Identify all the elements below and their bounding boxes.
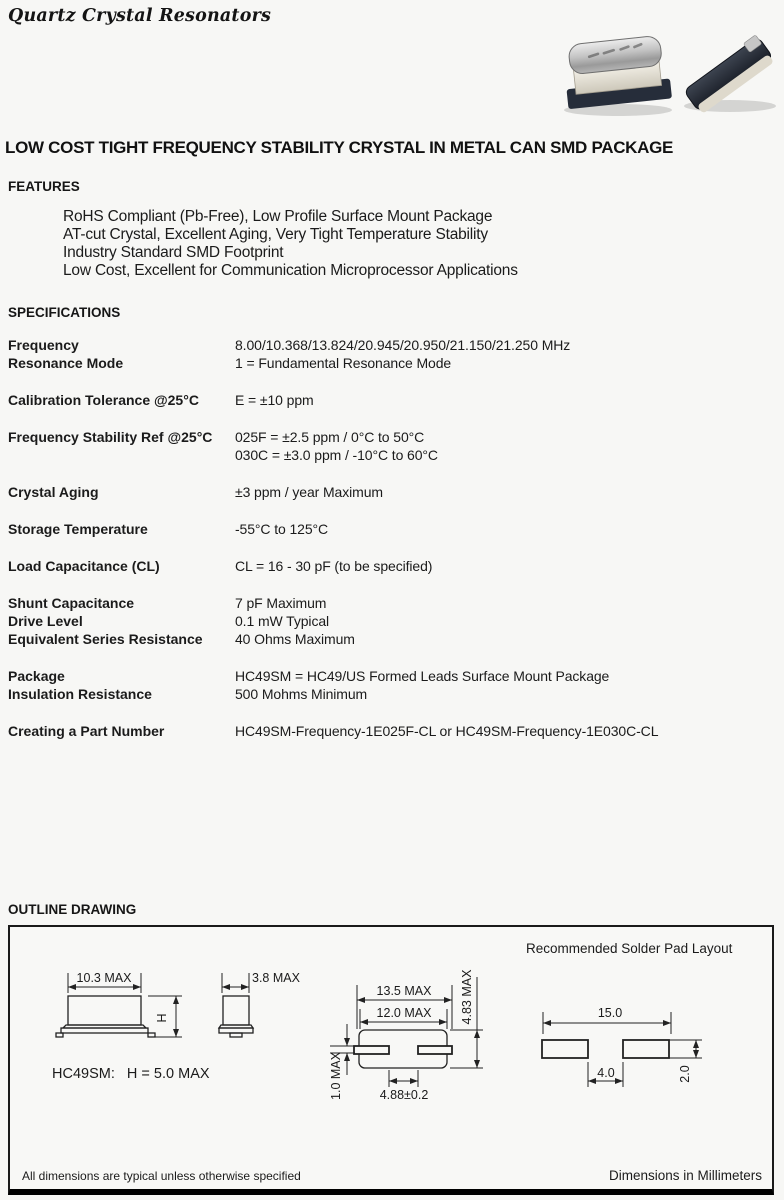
brand-title: Quartz Crystal Resonators [8, 6, 272, 26]
spec-value: ±3 ppm / year Maximum [235, 484, 383, 500]
spec-row [0, 354, 784, 372]
outline-drawing [10, 927, 772, 1189]
dim-side-width: 10.3 MAX [76, 971, 132, 985]
spec-label: Frequency Stability Ref @25°C [8, 429, 213, 445]
spec-label: Drive Level [8, 613, 83, 629]
spec-row [0, 612, 784, 630]
dim-lead-thickness: 1.0 MAX [329, 1052, 343, 1100]
spec-value: 0.1 mW Typical [235, 613, 330, 629]
spec-value: 030C = ±3.0 ppm / -10°C to 60°C [235, 447, 438, 463]
bottom-view-drawing [329, 969, 483, 1102]
crystal-photo-right [682, 34, 776, 115]
spec-label: Storage Temperature [8, 521, 148, 537]
feature-item: AT-cut Crystal, Excellent Aging, Very Tight Temperature Stability [63, 226, 488, 243]
feature-item: Low Cost, Excellent for Communication Microprocessor Applications [63, 262, 518, 279]
spec-label: Crystal Aging [8, 484, 99, 500]
spec-label: Calibration Tolerance @25°C [8, 392, 199, 408]
crystal-photo-left [562, 35, 672, 116]
feature-item: RoHS Compliant (Pb-Free), Low Profile Surface Mount Package [63, 208, 493, 225]
spec-value: 8.00/10.368/13.824/20.945/20.950/21.150/21.250 MHz [235, 337, 571, 353]
end-view-drawing [219, 971, 301, 1037]
spec-row [0, 630, 784, 648]
side-view-drawing [52, 971, 210, 1082]
solder-pad-layout-drawing [542, 1006, 702, 1087]
spec-value: HC49SM-Frequency-1E025F-CL or HC49SM-Frequency-1E030C-CL [235, 723, 659, 739]
spec-row [0, 446, 784, 464]
spec-group [0, 722, 784, 740]
spec-label: Package [8, 668, 65, 684]
spec-row [0, 336, 784, 354]
feature-item: Industry Standard SMD Footprint [63, 244, 284, 261]
spec-value: E = ±10 ppm [235, 392, 314, 408]
footnote-right: Dimensions in Millimeters [608, 1168, 762, 1183]
dim-bottom-height: 4.83 MAX [460, 969, 474, 1025]
spec-label: Resonance Mode [8, 355, 124, 371]
spec-value: 40 Ohms Maximum [235, 631, 355, 647]
dim-pad-span: 15.0 [597, 1006, 623, 1020]
outline-drawing-box [8, 925, 774, 1195]
spec-label: Load Capacitance (CL) [8, 558, 160, 574]
spec-row [0, 594, 784, 612]
spec-row [0, 520, 784, 538]
product-photo [562, 22, 780, 122]
outline-drawing-heading: OUTLINE DRAWING [8, 902, 137, 917]
spec-row [0, 685, 784, 703]
spec-label [0, 446, 235, 464]
spec-group [0, 336, 784, 372]
specifications-heading: SPECIFICATIONS [8, 305, 121, 320]
spec-row [0, 667, 784, 685]
spec-label: Insulation Resistance [8, 686, 152, 702]
spec-group [0, 428, 784, 464]
dim-bottom-outer: 13.5 MAX [376, 984, 432, 998]
spec-row [0, 483, 784, 501]
spec-label: Equivalent Series Resistance [8, 631, 203, 647]
spec-row [0, 391, 784, 409]
spec-label: Shunt Capacitance [8, 595, 135, 611]
spec-group [0, 557, 784, 575]
solder-pad-layout-title: Recommended Solder Pad Layout [526, 941, 733, 956]
spec-label: Frequency [8, 337, 79, 353]
spec-value: 7 pF Maximum [235, 595, 327, 611]
dim-bottom-inner: 12.0 MAX [376, 1006, 432, 1020]
spec-value: 1 = Fundamental Resonance Mode [235, 355, 452, 371]
page-title: LOW COST TIGHT FREQUENCY STABILITY CRYSTAL IN METAL CAN SMD PACKAGE [5, 138, 674, 157]
spec-value: -55°C to 125°C [235, 521, 329, 537]
dim-pad-height: 2.0 [678, 1065, 692, 1083]
spec-group [0, 667, 784, 703]
spec-value: CL = 16 - 30 pF (to be specified) [235, 558, 433, 574]
spec-row [0, 557, 784, 575]
features-heading: FEATURES [8, 179, 80, 194]
spec-label: Creating a Part Number [8, 723, 165, 739]
dim-lead-gap: 4.88±0.2 [379, 1088, 429, 1102]
model-note: HC49SM: H = 5.0 MAX [52, 1066, 210, 1082]
footnote-left: All dimensions are typical unless otherwise specified [22, 1169, 301, 1183]
dim-end-width: 3.8 MAX [252, 971, 300, 985]
spec-value: HC49SM = HC49/US Formed Leads Surface Mount Package [235, 668, 610, 684]
spec-value: 025F = ±2.5 ppm / 0°C to 50°C [235, 429, 425, 445]
spec-row [0, 722, 784, 740]
dim-pad-gap: 4.0 [597, 1066, 615, 1080]
spec-group [0, 594, 784, 648]
spec-group [0, 483, 784, 501]
spec-value: 500 Mohms Minimum [235, 686, 368, 702]
dim-height-label: H [155, 1013, 169, 1023]
spec-row [0, 428, 784, 446]
spec-group [0, 391, 784, 409]
specifications-table [0, 336, 784, 759]
features-list [63, 208, 518, 280]
spec-group [0, 520, 784, 538]
